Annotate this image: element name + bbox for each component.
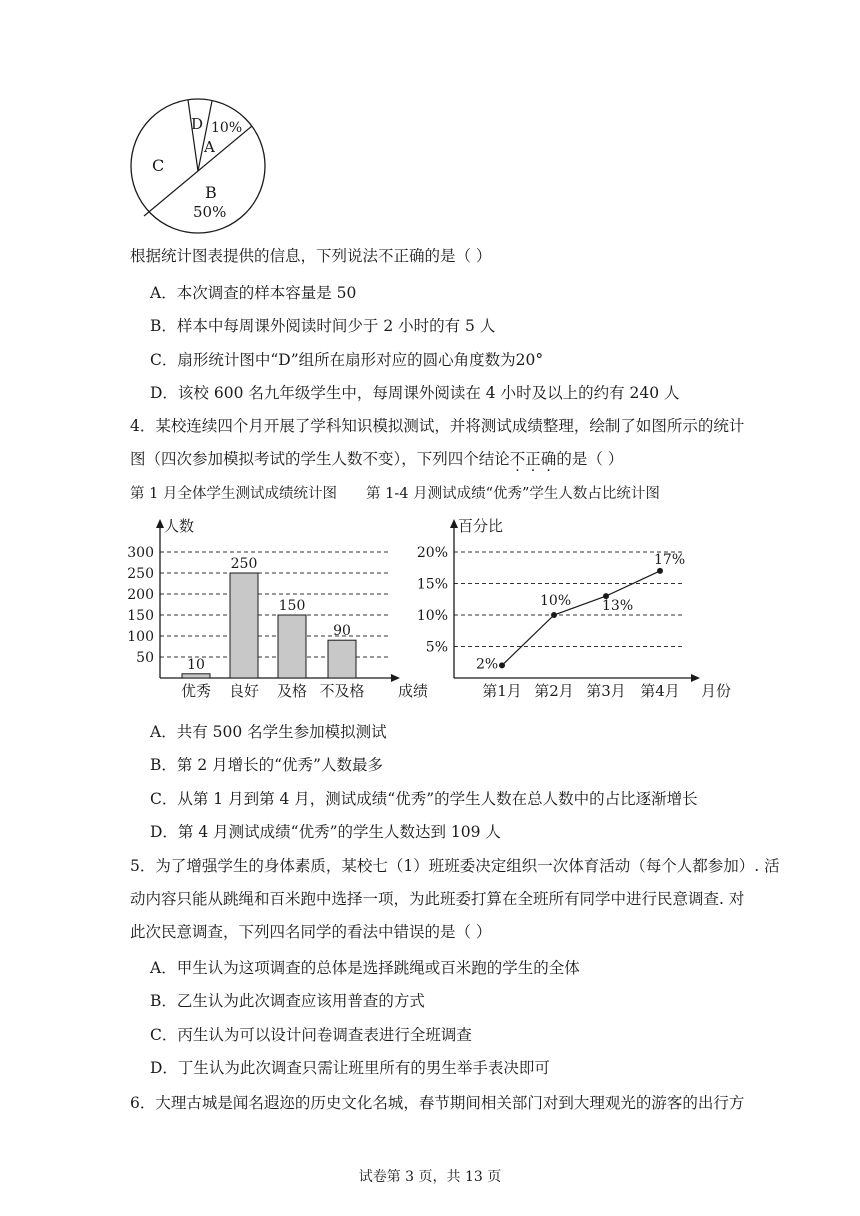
line-chart bbox=[410, 514, 740, 704]
q5-option-a: A．甲生认为这项调查的总体是选择跳绳或百米跑的学生的全体 bbox=[150, 959, 580, 977]
bar-y-tick-label: 200 bbox=[127, 587, 154, 603]
q4-emphasis-1: 不 bbox=[509, 450, 526, 468]
q3-stem: 根据统计图表提供的信息，下列说法不正确的是（ ） bbox=[130, 247, 492, 265]
pie-label-c: C bbox=[152, 156, 165, 175]
q6-stem-line1: 6．大理古城是闻名遐迩的历史文化名城，春节期间相关部门对到大理观光的游客的出行方 bbox=[130, 1094, 745, 1112]
q5-stem-line3: 此次民意调查，下列四名同学的看法中错误的是（ ） bbox=[130, 923, 492, 941]
q3-option-a: A．本次调查的样本容量是 50 bbox=[150, 284, 357, 302]
q4-emphasis-3: 确 bbox=[540, 450, 557, 468]
bar-y-tick-label: 150 bbox=[127, 608, 154, 624]
q4-stem-post: 的是（ ） bbox=[556, 450, 624, 468]
line-point bbox=[499, 662, 505, 668]
page-footer: 试卷第 3 页，共 13 页 bbox=[358, 1169, 502, 1185]
q3-option-d: D．该校 600 名九年级学生中，每周课外阅读在 4 小时及以上的约有 240 人 bbox=[150, 384, 680, 402]
bar bbox=[328, 640, 356, 678]
line-y-tick-label: 20% bbox=[416, 545, 448, 561]
pie-label-b-pct: 50% bbox=[193, 203, 227, 221]
line-x-axis-arrow bbox=[691, 674, 700, 682]
q4-stem-line2 bbox=[130, 449, 623, 469]
bar-category-label: 优秀 bbox=[180, 682, 212, 700]
q4-option-a: A．共有 500 名学生参加模拟测试 bbox=[150, 723, 387, 741]
q4-chart-title-right: 第 1-4 月测试成绩“优秀”学生人数占比统计图 bbox=[366, 486, 660, 502]
line-y-tick-label: 15% bbox=[416, 576, 448, 593]
q5-stem-line1: 5．为了增强学生的身体素质，某校七（1）班班委决定组织一次体育活动（每个人都参加）. 活 bbox=[130, 857, 780, 875]
line-x-axis-title: 月份 bbox=[701, 682, 732, 700]
line-category-label: 第3月 bbox=[586, 682, 626, 700]
bar-category-label: 及格 bbox=[276, 682, 308, 700]
bar-chart bbox=[126, 514, 446, 704]
bar-category-label: 良好 bbox=[228, 682, 260, 700]
q5-option-b: B．乙生认为此次调查应该用普查的方式 bbox=[150, 992, 425, 1010]
bar-y-axis-arrow bbox=[156, 519, 164, 528]
line-category-label: 第4月 bbox=[640, 682, 680, 700]
pie-label-a-pct: 10% bbox=[211, 120, 243, 136]
bar bbox=[278, 615, 306, 678]
line-series bbox=[502, 571, 660, 666]
bar-value-label: 10 bbox=[187, 656, 205, 673]
q4-stem-line1: 4．某校连续四个月开展了学科知识模拟测试，并将测试成绩整理，绘制了如图所示的统计 bbox=[130, 417, 745, 435]
q5-option-d: D．丁生认为此次调查只需让班里所有的男生举手表决即可 bbox=[150, 1059, 550, 1077]
line-point bbox=[551, 612, 557, 618]
line-y-axis-arrow bbox=[450, 519, 458, 528]
bar-y-tick-label: 300 bbox=[127, 545, 154, 561]
q5-option-c: C．丙生认为可以设计问卷调查表进行全班调查 bbox=[150, 1026, 472, 1044]
line-value-label: 13% bbox=[602, 598, 634, 615]
line-point bbox=[657, 568, 663, 574]
bar-y-tick-label: 100 bbox=[127, 629, 154, 645]
bar bbox=[230, 573, 258, 678]
line-value-label: 17% bbox=[654, 551, 686, 568]
bar-y-axis-title: 人数 bbox=[164, 517, 195, 535]
q3-option-b: B．样本中每周课外阅读时间少于 2 小时的有 5 人 bbox=[150, 317, 496, 335]
pie-chart bbox=[126, 96, 276, 236]
q4-emphasis-2: 正 bbox=[525, 450, 541, 468]
line-y-tick-label: 10% bbox=[416, 608, 448, 624]
bar-x-axis-arrow bbox=[391, 674, 400, 682]
q4-option-b: B．第 2 月增长的“优秀”人数最多 bbox=[150, 756, 383, 774]
q4-chart-title-left: 第 1 月全体学生测试成绩统计图 bbox=[130, 486, 337, 502]
line-value-label: 2% bbox=[476, 656, 499, 673]
line-category-label: 第1月 bbox=[482, 682, 522, 700]
pie-label-b: B bbox=[205, 183, 217, 202]
bar-x-axis-title: 成绩 bbox=[398, 682, 429, 700]
q4-option-d: D．第 4 月测试成绩“优秀”的学生人数达到 109 人 bbox=[150, 823, 501, 841]
q4-stem-pre: 图（四次参加模拟考试的学生人数不变），下列四个结论 bbox=[130, 450, 510, 468]
bar-value-label: 150 bbox=[278, 598, 306, 614]
bar-y-tick-label: 250 bbox=[127, 566, 154, 582]
q4-option-c: C．从第 1 月到第 4 月，测试成绩“优秀”的学生人数在总人数中的占比逐渐增长 bbox=[150, 790, 698, 808]
q5-stem-line2: 动内容只能从跳绳和百米跑中选择一项，为此班委打算在全班所有同学中进行民意调查. 对 bbox=[130, 890, 745, 908]
line-y-tick-label: 5% bbox=[425, 639, 448, 656]
bar-y-tick-label: 50 bbox=[136, 650, 154, 666]
pie-label-a: A bbox=[204, 138, 215, 156]
line-y-axis-title: 百分比 bbox=[458, 517, 504, 535]
line-value-label: 10% bbox=[540, 593, 572, 609]
q3-option-c: C．扇形统计图中“D”组所在扇形对应的圆心角度数为20° bbox=[150, 351, 544, 369]
bar-value-label: 250 bbox=[230, 556, 258, 572]
bar-value-label: 90 bbox=[333, 623, 351, 640]
pie-label-d: D bbox=[191, 115, 204, 133]
pie-divider-3 bbox=[188, 100, 198, 171]
bar-category-label: 不及格 bbox=[319, 682, 365, 700]
bar bbox=[182, 674, 210, 678]
line-category-label: 第2月 bbox=[534, 682, 574, 700]
